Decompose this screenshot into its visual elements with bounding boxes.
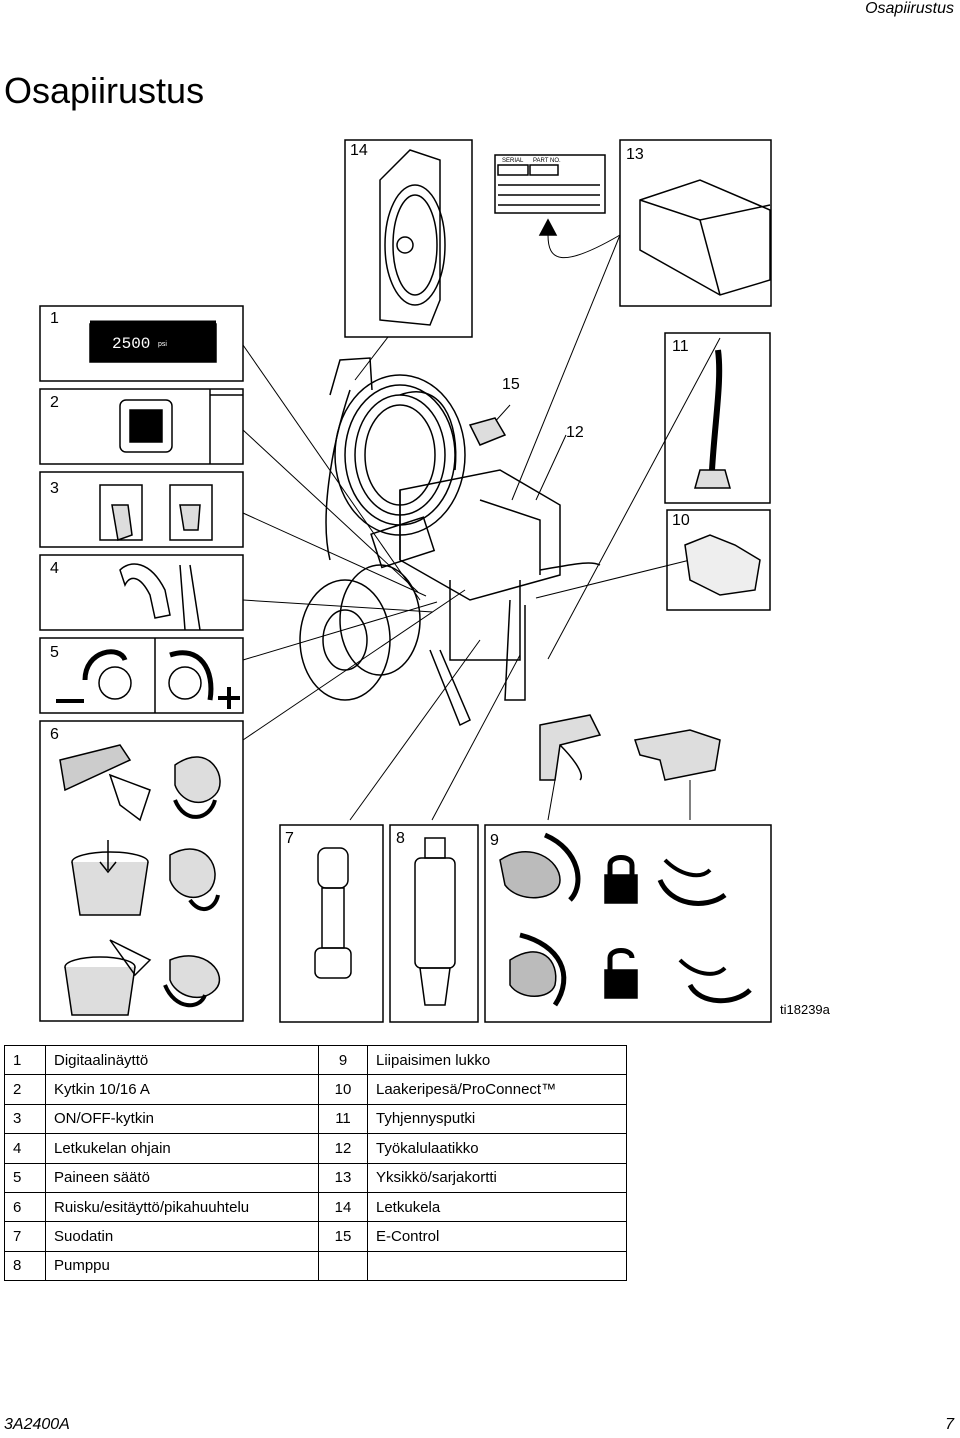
running-header: Osapiirustus xyxy=(865,0,954,17)
callout-6: 6 xyxy=(50,726,59,743)
legend-name: E-Control xyxy=(368,1222,627,1251)
legend-number xyxy=(319,1251,368,1280)
legend-number: 14 xyxy=(319,1192,368,1221)
legend-row xyxy=(5,1251,627,1280)
callout-10: 10 xyxy=(672,512,690,529)
legend-number: 1 xyxy=(5,1046,46,1075)
legend-name xyxy=(368,1251,627,1280)
display-unit: psi xyxy=(158,341,167,348)
doc-id: 3A2400A xyxy=(4,1416,70,1433)
legend-row xyxy=(5,1046,627,1075)
legend-name: Suodatin xyxy=(46,1222,319,1251)
legend-number: 12 xyxy=(319,1134,368,1163)
page-number: 7 xyxy=(945,1416,954,1433)
figure-id: ti18239a xyxy=(780,1002,830,1017)
legend-name: Kytkin 10/16 A xyxy=(46,1075,319,1104)
display-readout: 2500 xyxy=(112,335,151,353)
legend-number: 8 xyxy=(5,1251,46,1280)
legend-number: 9 xyxy=(319,1046,368,1075)
callout-2: 2 xyxy=(50,394,59,411)
callout-12: 12 xyxy=(566,424,584,441)
callout-11: 11 xyxy=(672,338,689,355)
legend-name: Ruisku/esitäyttö/pikahuuhtelu xyxy=(46,1192,319,1221)
legend-name: Laakeripesä/ProConnect™ xyxy=(368,1075,627,1104)
callout-7: 7 xyxy=(285,830,294,847)
legend-number: 11 xyxy=(319,1104,368,1133)
legend-number: 3 xyxy=(5,1104,46,1133)
callout-9: 9 xyxy=(490,832,499,849)
serial-label: SERIAL xyxy=(502,158,524,164)
legend-row xyxy=(5,1163,627,1192)
legend-name: Paineen säätö xyxy=(46,1163,319,1192)
legend-row xyxy=(5,1192,627,1221)
legend-name: Työkalulaatikko xyxy=(368,1134,627,1163)
callout-3: 3 xyxy=(50,480,59,497)
page-title: Osapiirustus xyxy=(4,70,205,111)
legend-number: 7 xyxy=(5,1222,46,1251)
callout-15: 15 xyxy=(502,376,520,393)
callout-13: 13 xyxy=(626,146,644,163)
legend-number: 5 xyxy=(5,1163,46,1192)
legend-row xyxy=(5,1134,627,1163)
legend-number: 13 xyxy=(319,1163,368,1192)
callout-1: 1 xyxy=(50,310,59,327)
callout-14: 14 xyxy=(350,142,368,159)
callout-5: 5 xyxy=(50,644,59,661)
legend-name: Letkukelan ohjain xyxy=(46,1134,319,1163)
legend-number: 2 xyxy=(5,1075,46,1104)
legend-row xyxy=(5,1075,627,1104)
leader-lines xyxy=(243,235,720,820)
legend-number: 10 xyxy=(319,1075,368,1104)
legend-number: 4 xyxy=(5,1134,46,1163)
legend-name: Pumppu xyxy=(46,1251,319,1280)
callout-8: 8 xyxy=(396,830,405,847)
legend-row xyxy=(5,1222,627,1251)
parts-legend-table xyxy=(4,1045,627,1281)
partno-label: PART NO. xyxy=(533,158,561,164)
legend-name: Yksikkö/sarjakortti xyxy=(368,1163,627,1192)
legend-number: 15 xyxy=(319,1222,368,1251)
legend-name: Letkukela xyxy=(368,1192,627,1221)
legend-name: Liipaisimen lukko xyxy=(368,1046,627,1075)
legend-number: 6 xyxy=(5,1192,46,1221)
legend-name: ON/OFF-kytkin xyxy=(46,1104,319,1133)
sprayer-main-unit xyxy=(300,358,600,725)
legend-row xyxy=(5,1104,627,1133)
legend-name: Digitaalinäyttö xyxy=(46,1046,319,1075)
callout-4: 4 xyxy=(50,560,59,577)
legend-name: Tyhjennysputki xyxy=(368,1104,627,1133)
